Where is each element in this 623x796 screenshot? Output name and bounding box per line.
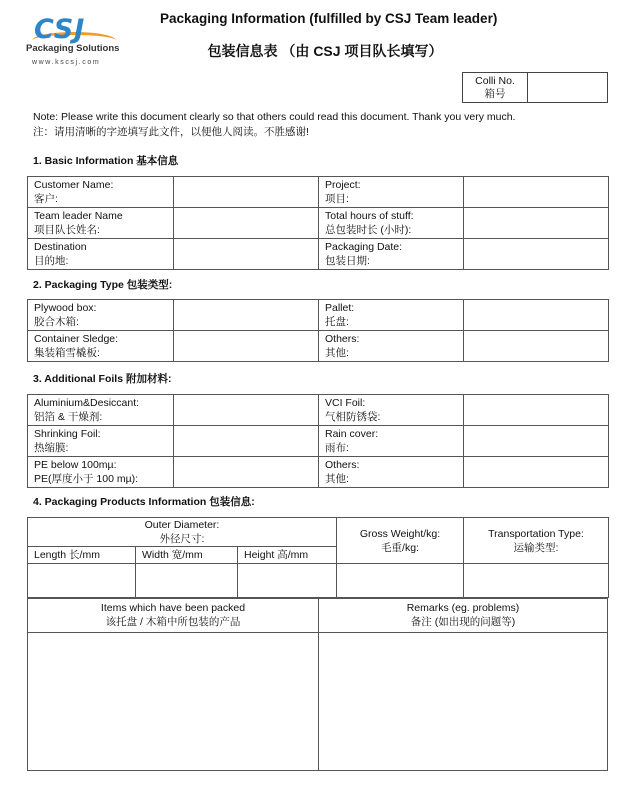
- field-label: [28, 239, 174, 270]
- label-cn: 客户:: [34, 193, 58, 205]
- aluminium-desiccant-field[interactable]: [174, 395, 319, 426]
- length-header: Length 长/mm: [28, 547, 136, 564]
- label-cn: PE(厚度小于 100 mµ):: [34, 473, 139, 485]
- field-label: [28, 395, 174, 426]
- logo-url: www.kscsj.com: [32, 59, 101, 66]
- label-cn: 毛重/kg:: [381, 541, 419, 554]
- remarks-field[interactable]: [319, 633, 607, 769]
- colli-label: [463, 73, 528, 102]
- field-label: [319, 331, 464, 362]
- pe-below-field[interactable]: [174, 457, 319, 488]
- label-cn: 其他:: [325, 473, 349, 485]
- field-label: [319, 208, 464, 239]
- label-cn: 托盘:: [325, 316, 349, 328]
- items-column: [28, 598, 319, 770]
- destination-field[interactable]: [174, 239, 319, 270]
- label-cn: 热缩膜:: [34, 442, 69, 454]
- transportation-type-field[interactable]: [464, 564, 609, 598]
- customer-name-field[interactable]: [174, 177, 319, 208]
- note-cn: 注：请用清晰的字迹填写此文件，以便他人阅读。不胜感谢!: [33, 126, 309, 138]
- label-cn: 气相防锈袋:: [325, 411, 381, 423]
- label-en: Remarks (eg. problems): [406, 602, 520, 614]
- label-cn: 备注 (如出现的问题等): [410, 616, 516, 628]
- others-foil-field[interactable]: [464, 457, 609, 488]
- width-field[interactable]: [136, 564, 238, 598]
- label-cn: 目的地:: [34, 255, 69, 267]
- label-cn: 铝箔 & 干燥剂:: [34, 411, 103, 423]
- table-row: [28, 177, 609, 208]
- label-cn: 集装箱雪橇板:: [34, 347, 100, 359]
- field-label: [319, 177, 464, 208]
- label-en: Project:: [325, 179, 361, 191]
- packaging-date-field[interactable]: [464, 239, 609, 270]
- table-row: [28, 426, 609, 457]
- label-en: Others:: [325, 333, 360, 345]
- table-row: [28, 300, 609, 331]
- field-label: [28, 331, 174, 362]
- table-row: [28, 564, 609, 598]
- section-products-title: 4. Packaging Products Information 包装信息:: [33, 496, 255, 508]
- label-cn: 外径尺寸:: [159, 533, 205, 545]
- logo-subtitle: Packaging Solutions: [26, 43, 120, 54]
- label-en: Packaging Date:: [325, 241, 403, 253]
- team-leader-field[interactable]: [174, 208, 319, 239]
- table-row: [28, 518, 609, 547]
- label-en: Plywood box:: [34, 302, 97, 314]
- width-header: Width 宽/mm: [136, 547, 238, 564]
- table-row: [28, 208, 609, 239]
- items-remarks-table: [27, 598, 608, 771]
- field-label: [319, 395, 464, 426]
- items-packed-field[interactable]: [28, 633, 318, 769]
- section-basic-title: 1. Basic Information 基本信息: [33, 155, 179, 167]
- colli-label-en: Colli No.: [475, 75, 515, 87]
- field-label: [28, 208, 174, 239]
- others-type-field[interactable]: [464, 331, 609, 362]
- field-label: [28, 177, 174, 208]
- label-en: Others:: [325, 459, 360, 471]
- items-header: [28, 598, 318, 633]
- gross-weight-header: [337, 518, 464, 564]
- label-en: Aluminium&Desiccant:: [34, 397, 140, 409]
- label-en: VCI Foil:: [325, 397, 366, 409]
- colli-number-field[interactable]: [528, 73, 607, 102]
- remarks-column: [319, 598, 607, 770]
- table-row: [28, 331, 609, 362]
- label-cn: 总包装时长 (小时):: [325, 224, 412, 236]
- gross-weight-field[interactable]: [337, 564, 464, 598]
- pallet-field[interactable]: [464, 300, 609, 331]
- label-en: Destination: [34, 241, 87, 253]
- table-row: [28, 395, 609, 426]
- logo-mark: CSJ: [34, 14, 86, 45]
- label-en: Total hours of stuff:: [325, 210, 414, 222]
- label-en: Pallet:: [325, 302, 355, 314]
- label-en: Transportation Type:: [488, 527, 584, 540]
- table-row: [28, 239, 609, 270]
- remarks-header: [319, 598, 607, 633]
- label-en: Team leader Name: [34, 210, 123, 222]
- additional-foils-table: [27, 394, 609, 488]
- colli-label-cn: 箱号: [484, 88, 506, 100]
- label-cn: 该托盘 / 木箱中所包装的产品: [105, 616, 241, 628]
- label-en: Items which have been packed: [100, 602, 246, 614]
- field-label: [28, 426, 174, 457]
- container-sledge-field[interactable]: [174, 331, 319, 362]
- page-title-cn: 包装信息表 （由 CSJ 项目队长填写）: [207, 43, 443, 59]
- label-en: Container Sledge:: [34, 333, 119, 345]
- company-logo: [24, 14, 134, 70]
- label-en: Outer Diameter:: [144, 519, 220, 531]
- height-field[interactable]: [238, 564, 337, 598]
- note: [33, 110, 515, 140]
- label-cn: 项目队长姓名:: [34, 224, 100, 236]
- table-row: [28, 457, 609, 488]
- label-cn: 雨布:: [325, 442, 349, 454]
- field-label: [319, 426, 464, 457]
- label-cn: 其他:: [325, 347, 349, 359]
- label-en: Rain cover:: [325, 428, 379, 440]
- label-cn: 胶合木箱:: [34, 316, 79, 328]
- height-header: Height 高/mm: [238, 547, 337, 564]
- label-en: Gross Weight/kg:: [359, 527, 441, 540]
- field-label: [28, 457, 174, 488]
- total-hours-field[interactable]: [464, 208, 609, 239]
- field-label: [319, 300, 464, 331]
- label-en: Customer Name:: [34, 179, 114, 191]
- products-table: [27, 517, 609, 598]
- transportation-type-header: [464, 518, 609, 564]
- plywood-box-field[interactable]: [174, 300, 319, 331]
- section-type-title: 2. Packaging Type 包装类型:: [33, 279, 173, 291]
- shrinking-foil-field[interactable]: [174, 426, 319, 457]
- field-label: [28, 300, 174, 331]
- label-cn: 项目:: [325, 193, 349, 205]
- packaging-type-table: [27, 299, 609, 362]
- outer-diameter-header: [28, 518, 337, 547]
- vci-foil-field[interactable]: [464, 395, 609, 426]
- label-cn: 运输类型:: [513, 541, 559, 554]
- rain-cover-field[interactable]: [464, 426, 609, 457]
- section-foils-title: 3. Additional Foils 附加材料:: [33, 373, 172, 385]
- colli-number-box: [462, 72, 608, 103]
- label-en: Shrinking Foil:: [34, 428, 101, 440]
- basic-info-table: [27, 176, 609, 270]
- page-title-en: Packaging Information (fulfilled by CSJ Team leader): [160, 11, 498, 26]
- label-en: PE below 100mµ:: [34, 459, 117, 471]
- note-en: Note: Please write this document clearly so that others could read this document. Thank you very much.: [33, 111, 516, 123]
- label-cn: 包装日期:: [325, 255, 370, 267]
- length-field[interactable]: [28, 564, 136, 598]
- field-label: [319, 457, 464, 488]
- field-label: [319, 239, 464, 270]
- project-field[interactable]: [464, 177, 609, 208]
